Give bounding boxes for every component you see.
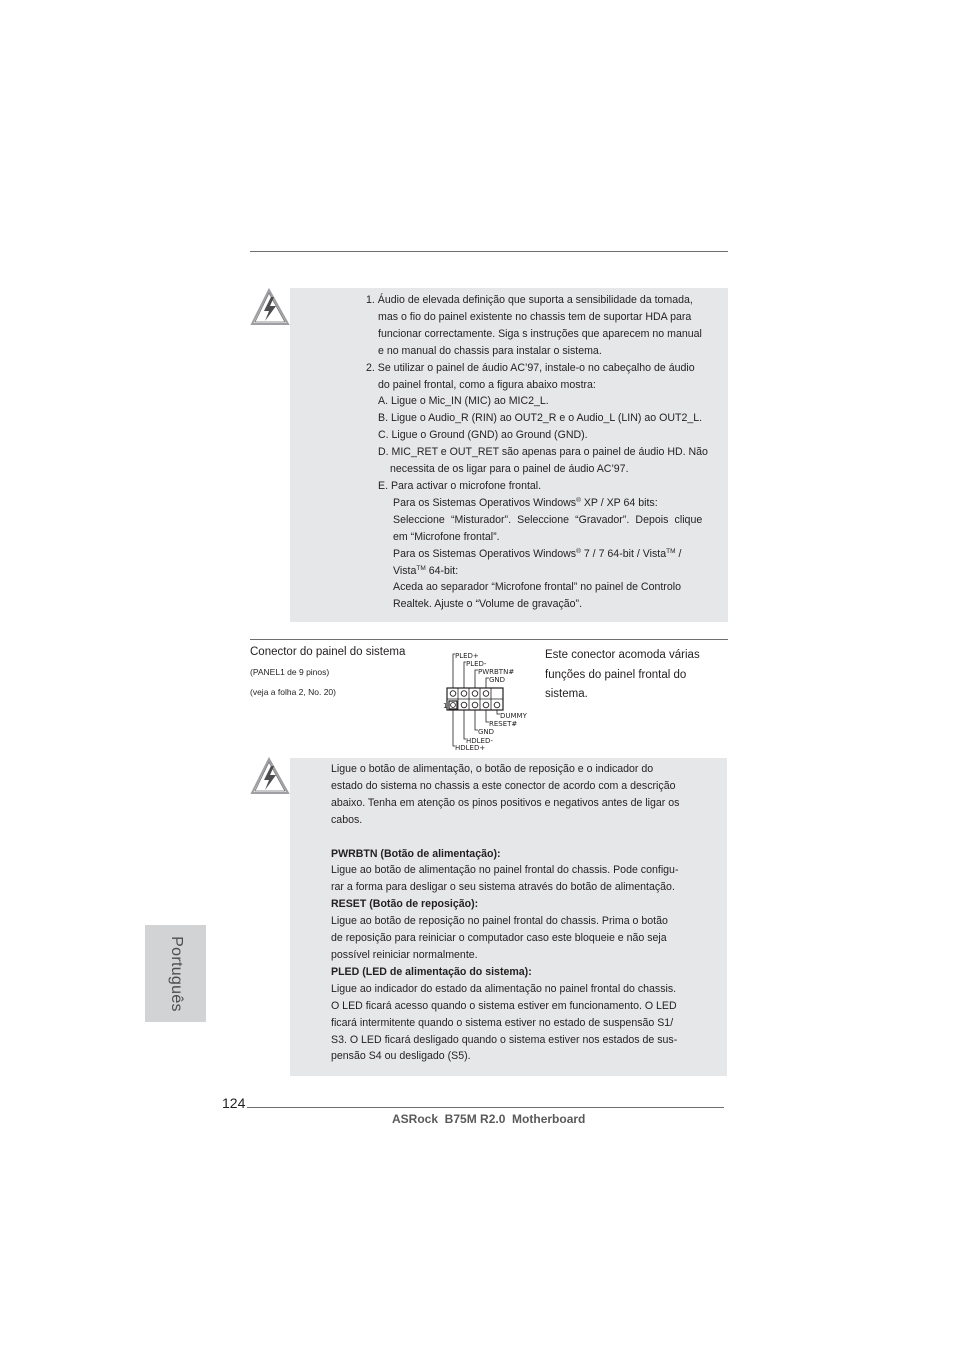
spacer (331, 829, 679, 846)
note1-line: do painel frontal, como a figura abaixo mostra: (378, 378, 596, 391)
pin-label: GND (489, 676, 506, 684)
footer-product: ASRock B75M R2.0 Motherboard (392, 1112, 586, 1126)
reset-heading: RESET (Botão de reposição): (331, 898, 479, 911)
note2-line: possível reiniciar normalmente. (331, 948, 478, 961)
panel-header-title: Conector do painel do sistema (250, 646, 406, 658)
note2-line: pensão S4 ou desligado (S5). (331, 1050, 471, 1063)
note2-line: de reposição para reiniciar o computador caso este bloqueie e não seja (331, 932, 667, 945)
pin-label: RESET# (489, 720, 518, 728)
note1-line: mas o fio do painel existente no chassis tem de suportar HDA para (378, 310, 692, 323)
pled-heading: PLED (LED de alimentação do sistema): (331, 965, 532, 978)
page-number: 124 (222, 1095, 246, 1111)
section-rule (250, 639, 728, 640)
top-rule (250, 251, 728, 252)
note1-line: 1. Áudio de elevada definição que suporta a sensibilidade da tomada, (366, 294, 693, 306)
note2-line: Ligue ao indicador do estado da alimentação no painel frontal do chassis. (331, 982, 677, 995)
note2-line: rar a forma para desligar o seu sistema através do botão de alimentação. (331, 881, 675, 894)
note1-line: 2. Se utilizar o painel de áudio AC’97, instale-o no cabeçalho de áudio (366, 361, 695, 374)
note2-text (331, 761, 679, 1065)
vista-heading: Vista™ 64-bit: (393, 564, 459, 577)
pin-label: GND (478, 728, 495, 736)
language-tab (145, 925, 206, 1022)
panel-header-ref: (veja a folha 2, No. 20) (250, 687, 336, 697)
panel-header-subtitle: (PANEL1 de 9 pinos) (250, 667, 330, 677)
panel-pin-diagram (438, 650, 530, 752)
win7-instruction: Aceda ao separador “Microfone frontal” no painel de Controlo (393, 581, 681, 594)
win7-heading: Para os Sistemas Operativos Windows® 7 / 7 64-bit / Vista™ / (393, 547, 682, 560)
note1-line: funcionar correctamente. Siga s instruções que aparecem no manual (378, 327, 702, 340)
note2-line: S3. O LED ficará desligado quando o sistema estiver nos estados de sus- (331, 1033, 678, 1046)
note2-line: abaixo. Tenha em atenção os pinos positivos e negativos antes de ligar os (331, 796, 680, 809)
pin-label: HDLED+ (455, 744, 486, 752)
pin-label: PLED- (466, 660, 487, 668)
note1-line: necessita de os ligar para o painel de áudio AC’97. (390, 463, 629, 476)
note2-line: cabos. (331, 813, 363, 826)
note2-line: estado do sistema no chassis a este conector de acordo com a descrição (331, 779, 676, 792)
note2-line: Ligue o botão de alimentação, o botão de reposição e o indicador do (331, 763, 654, 775)
note1-line: D. MIC_RET e OUT_RET são apenas para o painel de áudio HD. Não (378, 446, 708, 459)
note2-line: Ligue ao botão de alimentação no painel frontal do chassis. Pode configu- (331, 864, 679, 877)
xp-instruction: em “Microfone frontal”. (393, 530, 500, 543)
note1-line: C. Ligue o Ground (GND) ao Ground (GND). (378, 429, 588, 442)
pin-label: PWRBTN# (478, 668, 515, 676)
pin-one-label: 1 (443, 702, 448, 710)
note1-line: E. Para activar o microfone frontal. (378, 479, 542, 492)
panel-description: Este conector acomoda várias funções do painel frontal do sistema. (545, 649, 700, 700)
xp-instruction: Seleccione “Misturador”. Seleccione “Gravador”. Depois clique (393, 513, 703, 526)
note2-line: O LED ficará acesso quando o sistema estiver em funcionamento. O LED (331, 999, 677, 1012)
warning-icon (249, 756, 291, 796)
note1-text (366, 292, 708, 613)
pin-label: PLED+ (455, 652, 479, 660)
language-tab-label: Português (167, 935, 185, 1012)
note2-line: ficará intermitente quando o sistema estiver no estado de suspensão S1/ (331, 1016, 674, 1029)
note1-line: A. Ligue o Mic_IN (MIC) ao MIC2_L. (378, 395, 549, 408)
pin-label: DUMMY (500, 712, 527, 720)
note2-line: Ligue ao botão de reposição no painel frontal do chassis. Prima o botão (331, 915, 668, 928)
footer-rule (247, 1107, 724, 1108)
pin-label: HDLED- (466, 737, 493, 745)
pwrbtn-heading: PWRBTN (Botão de alimentação): (331, 847, 501, 860)
win7-instruction: Realtek. Ajuste o “Volume de gravação”. (393, 598, 583, 611)
note1-line: e no manual do chassis para instalar o sistema. (378, 344, 602, 357)
xp-heading: Para os Sistemas Operativos Windows® XP / XP 64 bits: (393, 496, 658, 509)
note1-line: B. Ligue o Audio_R (RIN) ao OUT2_R e o Audio_L (LIN) ao OUT2_L. (378, 412, 703, 425)
warning-icon (249, 287, 291, 327)
